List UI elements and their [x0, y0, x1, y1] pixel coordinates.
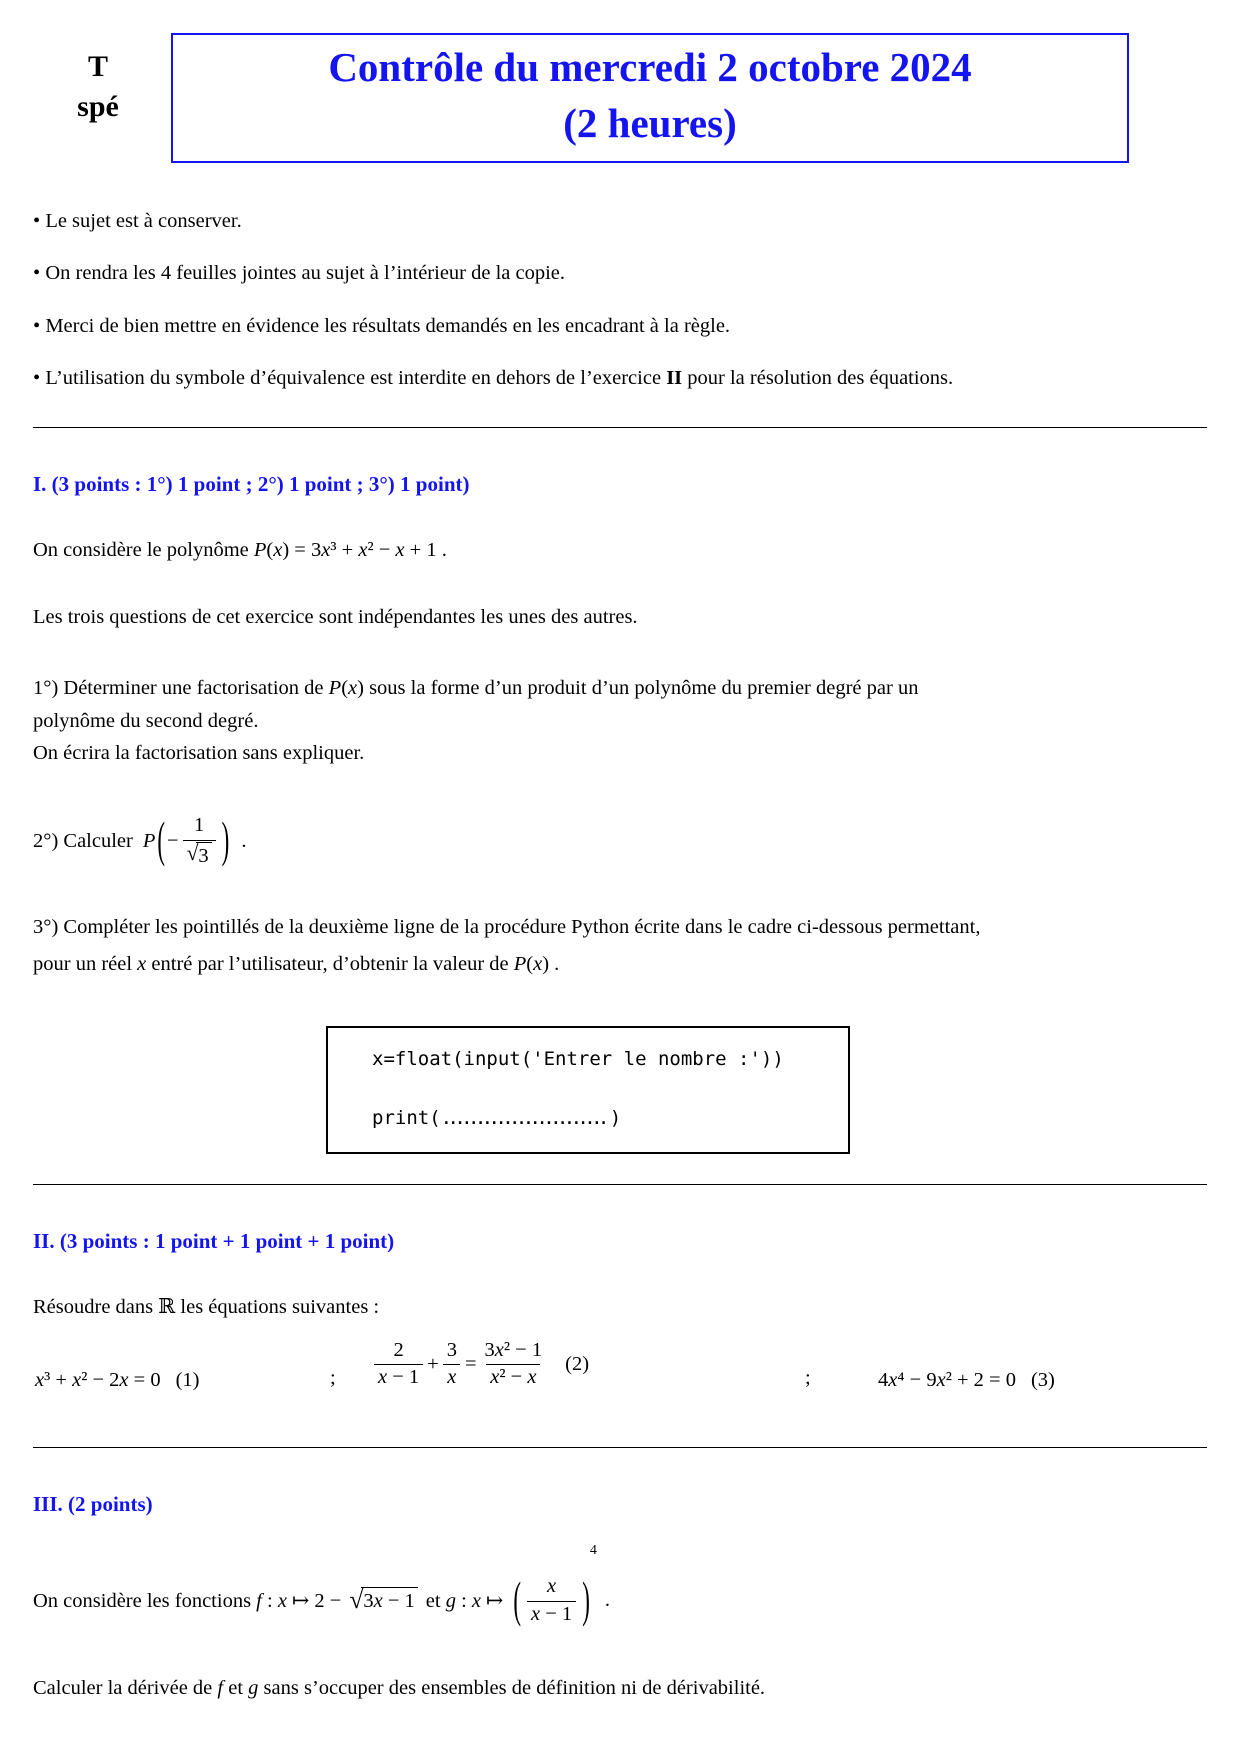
fraction: $\frac{\text{3x² − 1}}{\text{x² − x}}$	[484, 1338, 543, 1389]
right-parenthesis: )	[582, 1572, 590, 1627]
section-divider	[33, 1184, 1207, 1185]
instruction-item: • Le sujet est à conserver.	[33, 209, 1207, 234]
instruction-item: • L’utilisation du symbole d’équivalence est interdite en dehors de l’exercice II pour la résolution des équations.	[33, 366, 1207, 391]
equals-sign: =	[464, 1352, 477, 1375]
instruction-item: • Merci de bien mettre en évidence les résultats demandés en les encadrant à la règle.	[33, 314, 1207, 339]
exercise-3-closing: Calculer la dérivée de f et g sans s’occuper des ensembles de définition ni de dérivabilité.	[33, 1676, 766, 1699]
radicand: 3x − 1	[361, 1587, 417, 1614]
fraction-numerator: 1	[194, 814, 205, 837]
square-root	[349, 1587, 417, 1614]
exercise-2-heading: II. (3 points : 1 point + 1 point + 1 point)	[33, 1229, 395, 1254]
exercise-3-intro	[33, 1542, 1207, 1653]
code-line-1: x=float(input('Entrer le nombre :'))	[372, 1048, 784, 1071]
python-code-frame	[326, 1026, 850, 1154]
class-label-line2: spé	[77, 89, 119, 123]
left-parenthesis: (	[513, 1572, 522, 1627]
class-label-line1: T	[87, 50, 108, 83]
instruction-item: • On rendra les 4 feuilles jointes au sujet à l’intérieur de la copie.	[33, 261, 1207, 286]
question-3-line2: pour un réel x entré par l’utilisateur, d’obtenir la valeur de P(x) .	[33, 952, 560, 975]
plus-sign: +	[427, 1352, 439, 1375]
question-2-text: 2°) Calculer	[33, 829, 133, 852]
equation-2	[370, 1339, 589, 1390]
exercise-3-heading: III. (2 points)	[33, 1491, 153, 1516]
period: .	[241, 829, 247, 852]
equation-1-label: (1)	[175, 1368, 200, 1391]
fraction: $\frac{3}{x}$	[443, 1339, 461, 1390]
separator: ;	[805, 1366, 811, 1389]
instructions-list	[33, 209, 1207, 391]
equation-3: 4x⁴ − 9x² + 2 = 0 (3)	[878, 1368, 1055, 1391]
question-1-line3: On écrira la factorisation sans expliquer.	[33, 741, 365, 764]
math-P: P	[142, 829, 156, 852]
document-title-line1: Contrôle du mercredi 2 octobre 2024	[328, 44, 972, 90]
left-parenthesis: (	[157, 813, 166, 868]
document-header	[33, 0, 1207, 163]
document-title-line2: (2 heures)	[563, 99, 737, 146]
fraction: $\frac{2}{x - 1}$	[374, 1339, 423, 1390]
exercise-1-intro: On considère le polynôme P(x) = 3x³ + x² − x + 1 .	[33, 538, 447, 561]
minus-sign: −	[167, 829, 179, 852]
fraction-denominator	[183, 840, 216, 869]
code-line-2: print(........................ )	[372, 1107, 622, 1130]
question-3	[33, 909, 1207, 982]
right-parenthesis: )	[221, 813, 230, 868]
equation-3-label: (3)	[1030, 1368, 1055, 1391]
exponent: 4	[589, 1542, 597, 1558]
question-1-line2: polynôme du second degré.	[33, 709, 259, 732]
fraction	[183, 814, 216, 868]
equation-1: x³ + x² − 2x = 0 (1)	[35, 1368, 200, 1391]
period: .	[604, 1589, 610, 1612]
exercise-1-note: Les trois questions de cet exercice sont indépendantes les unes des autres.	[33, 605, 638, 628]
title-box	[171, 33, 1129, 163]
radicand: 3	[196, 842, 211, 869]
section-divider	[33, 1447, 1207, 1448]
fraction: $\frac{x}{x - 1}$	[527, 1575, 576, 1626]
functions-text: et g : x ↦	[425, 1590, 504, 1613]
functions-text: On considère les fonctions f : x ↦ 2 −	[33, 1590, 342, 1613]
question-1	[33, 672, 1207, 769]
section-divider	[33, 427, 1207, 428]
dotted-blank: ........................	[440, 1107, 605, 1130]
question-2	[33, 793, 1207, 889]
exercise-1-heading: I. (3 points : 1°) 1 point ; 2°) 1 point ; 3°) 1 point)	[33, 471, 470, 496]
question-3-line1: 3°) Compléter les pointillés de la deuxième ligne de la procédure Python écrite dans le cadre ci-dessous permettant,	[33, 916, 981, 939]
exercise-2-intro: Résoudre dans ℝ les équations suivantes :	[33, 1296, 380, 1319]
radical-sign: √	[186, 840, 199, 865]
equations-row	[33, 1333, 1207, 1435]
class-label	[33, 33, 163, 163]
equation-2-label: (2)	[565, 1352, 590, 1375]
separator: ;	[330, 1366, 336, 1389]
radical-sign: √	[349, 1585, 364, 1615]
question-1-line1: 1°) Déterminer une factorisation de P(x) sous la forme d’un produit d’un polynôme du premier degré par un	[33, 677, 919, 700]
